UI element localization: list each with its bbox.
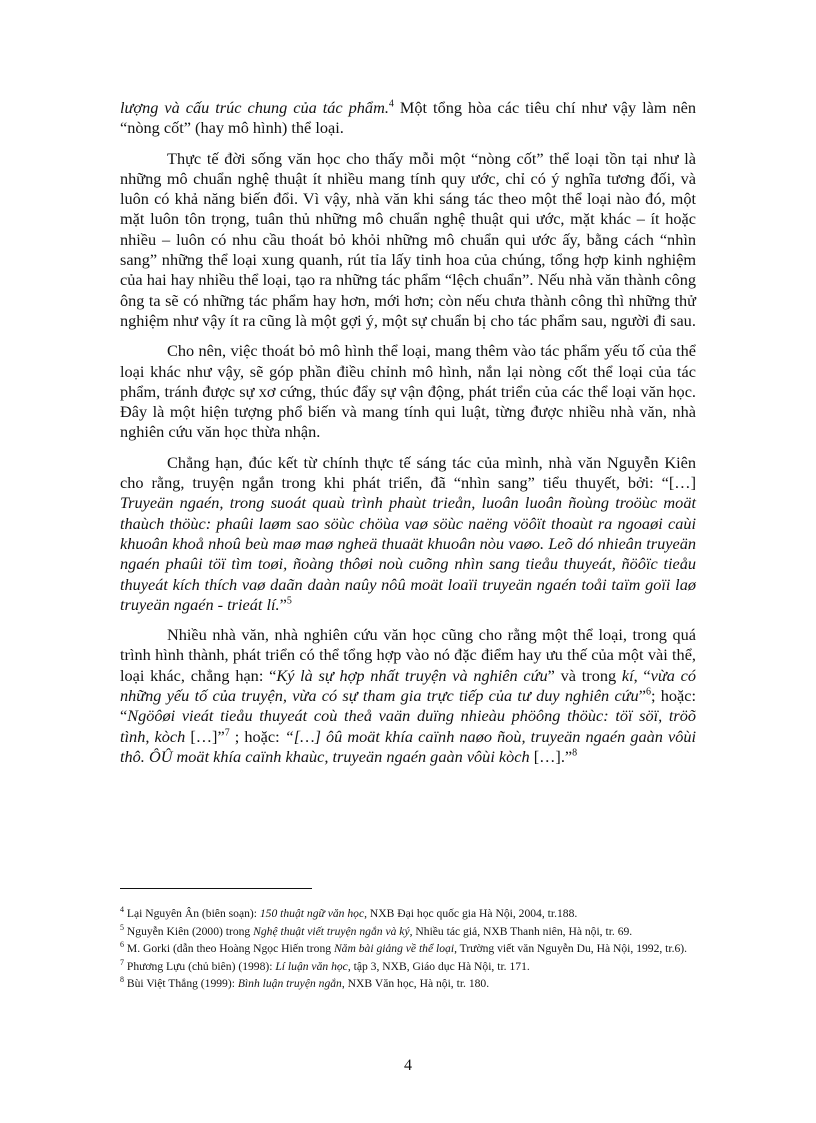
footnote-number: 7	[120, 957, 124, 967]
p5-text-5: ; hoặc: “	[120, 686, 696, 726]
footnote-text: , NXB Đại học quốc gia Hà Nội, 2004, tr.188.	[364, 907, 578, 920]
footnote-8	[120, 976, 696, 992]
footnotes	[120, 906, 696, 994]
footnote-text: Phương Lựu (chủ biên) (1998):	[124, 959, 276, 973]
paragraph-1-italic: lượng và cấu trúc chung của tác phẩm.	[120, 98, 389, 117]
body-text	[120, 98, 696, 777]
footnote-text: Bùi Việt Thắng (1999):	[124, 977, 238, 991]
footnote-ref-4[interactable]: 4	[388, 98, 394, 110]
p5-text-6: […]”	[185, 726, 225, 746]
footnote-4	[120, 906, 696, 922]
footnote-6	[120, 941, 696, 957]
quote-close: ”	[279, 594, 287, 614]
paragraph-4	[120, 453, 696, 615]
footnote-number: 5	[120, 922, 124, 932]
page-number: 4	[404, 1057, 412, 1074]
p5-text-3: , “	[633, 665, 651, 685]
footnote-ref-6[interactable]: 6	[645, 686, 651, 698]
footnote-separator	[120, 888, 312, 889]
p5-text-8: […].”	[529, 746, 573, 766]
paragraph-1	[120, 98, 696, 139]
footnote-number: 4	[120, 905, 124, 915]
footnote-text: Nguyễn Kiên (2000) trong	[124, 924, 254, 938]
p5-text-1: Nhiều nhà văn, nhà nghiên cứu văn học cũng cho rằng một thể loại, trong quá trình hình thành, phát triển có thể tổng hợp vào nó đặc điểm hay ưu thế của một vài thể, loại khác, chẳng hạn: “	[120, 625, 696, 685]
footnote-ref-5[interactable]: 5	[286, 595, 292, 607]
footnote-title: Lí luận văn học	[275, 959, 348, 973]
footnote-number: 6	[120, 940, 124, 950]
footnote-text: Nhiều tác giả, NXB Thanh niên, Hà nội, tr. 69.	[412, 924, 633, 938]
paragraph-2: Thực tế đời sống văn học cho thấy mỗi một “nòng cốt” thể loại tồn tại như là những mô chuẩn nghệ thuật ít nhiều mang tính quy ước, chỉ có ý nghĩa tương đối, và luôn có khả năng biến đổi. Vì vậy, nhà văn khi sáng tác theo một thể loại nào đó, một mặt luôn tôn trọng, tuân thủ những mô chuẩn nghệ thuật qui ước, mặt khác – ít hoặc nhiều – luôn có nhu cầu thoát bỏ khỏi những mô chuẩn qui ước ấy, bằng cách “nhìn sang” những thể loại xung quanh, rút tỉa lấy tinh hoa của chúng, tổng hợp kinh nghiệm của hai hay nhiều thể loại, tạo ra những tác phẩm “lệch chuẩn”. Nếu nhà văn thành công ông ta sẽ có những tác phẩm hay hơn, mới hơn; còn nếu chưa thành công thì những thử nghiệm như vậy ít ra cũng là một gợi ý, một sự chuẩn bị cho tác phẩm sau, người đi sau.	[120, 148, 696, 330]
footnote-ref-8[interactable]: 8	[572, 747, 578, 759]
footnote-text: M. Gorki (dẫn theo Hoàng Ngọc Hiến trong	[124, 942, 334, 956]
p5-italic-4: Ngöôøi vieát tieåu thuyeát coù theå vaän duïng nhieàu phöông thöùc: töï söï, tröõ tình, kòch	[120, 706, 696, 746]
p5-italic-2: kí	[621, 665, 634, 685]
footnote-title: 150 thuật ngữ văn học	[259, 907, 365, 920]
quote-nguyen-kien: Truyeän ngaén, trong suoát quaù trình phaùt trieån, luoân luoân ñoùng troöùc moät thaùch thöùc: phaûi laøm sao söùc chöùa vaø söùc naëng vöôït thoaùt ra ngoaøi caùi khuoân khoå nhoû beù maø maø ngheä thuaät khuoân nòu vaøo. Leõ dó nhieân truyeän ngaén phaûi töï tìm toøi, ñoàng thôøi noù cuõng nhìn sang tieåu thuyeát, ñöôïc tieåu thuyeát kích thích vaø daãn daàn naûy nôû moät loaïi truyeän ngaén toåi taïm goïi laø truyeän ngaén - trieát lí.	[120, 493, 696, 614]
footnote-title: Nghệ thuật viết truyện ngắn và ký,	[253, 924, 413, 938]
footnote-title: Năm bài giảng về thể loại	[333, 942, 455, 956]
footnote-7	[120, 959, 696, 975]
paragraph-3: Cho nên, việc thoát bỏ mô hình thể loại, mang thêm vào tác phẩm yếu tố của thể loại khác như vậy, sẽ góp phần điều chỉnh mô hình, nắn lại nòng cốt thể loại của tác phẩm, tránh được sự xơ cứng, thúc đẩy sự vận động, phát triển của các thể loại văn học. Đây là một hiện tượng phổ biến và mang tính qui luật, từng được nhiều nhà văn, nhà nghiên cứu văn học thừa nhận.	[120, 341, 696, 442]
footnote-text: , tập 3, NXB, Giáo dục Hà Nội, tr. 171.	[347, 959, 530, 973]
footnote-text: Lại Nguyên Ân (biên soạn):	[124, 907, 260, 920]
p5-text-7: ; hoặc:	[229, 726, 285, 746]
footnote-title: Bình luận truyện ngắn	[237, 977, 342, 991]
p5-italic-5: “[…] ôû moät khía caïnh naøo ñoù, truyeän ngaén gaàn vôùi thô. ÔÛ moät khía caïnh khaùc, truyeän ngaén gaàn vôùi kòch	[120, 726, 697, 766]
p5-italic-3: vừa có những yếu tố của truyện, vừa có sự tham gia trực tiếp của tư duy nghiên cứu	[120, 665, 697, 706]
footnote-ref-7[interactable]: 7	[224, 727, 230, 739]
p5-text-4: ”	[638, 686, 646, 706]
paragraph-4-text: Chẳng hạn, đúc kết từ chính thực tế sáng tác của mình, nhà văn Nguyễn Kiên cho rằng, truyện ngắn trong khi phát triển, đã “nhìn sang” tiểu thuyết, bởi: “[…]	[120, 452, 696, 493]
footnote-text: , Trường viết văn Nguyễn Du, Hà Nội, 1992, tr.6).	[454, 942, 688, 956]
paragraph-1-text: Một tổng hòa các tiêu chí như vậy làm nên “nòng cốt” (hay mô hình) thể loại.	[120, 98, 696, 138]
p5-text-2: ” và trong	[547, 665, 622, 685]
paragraph-5	[120, 625, 696, 767]
p5-italic-1: Ký là sự hợp nhất truyện và nghiên cứu	[276, 665, 548, 685]
footnote-number: 8	[120, 975, 124, 985]
footnote-5	[120, 924, 696, 940]
footnote-text: , NXB Văn học, Hà nội, tr. 180.	[341, 977, 490, 991]
